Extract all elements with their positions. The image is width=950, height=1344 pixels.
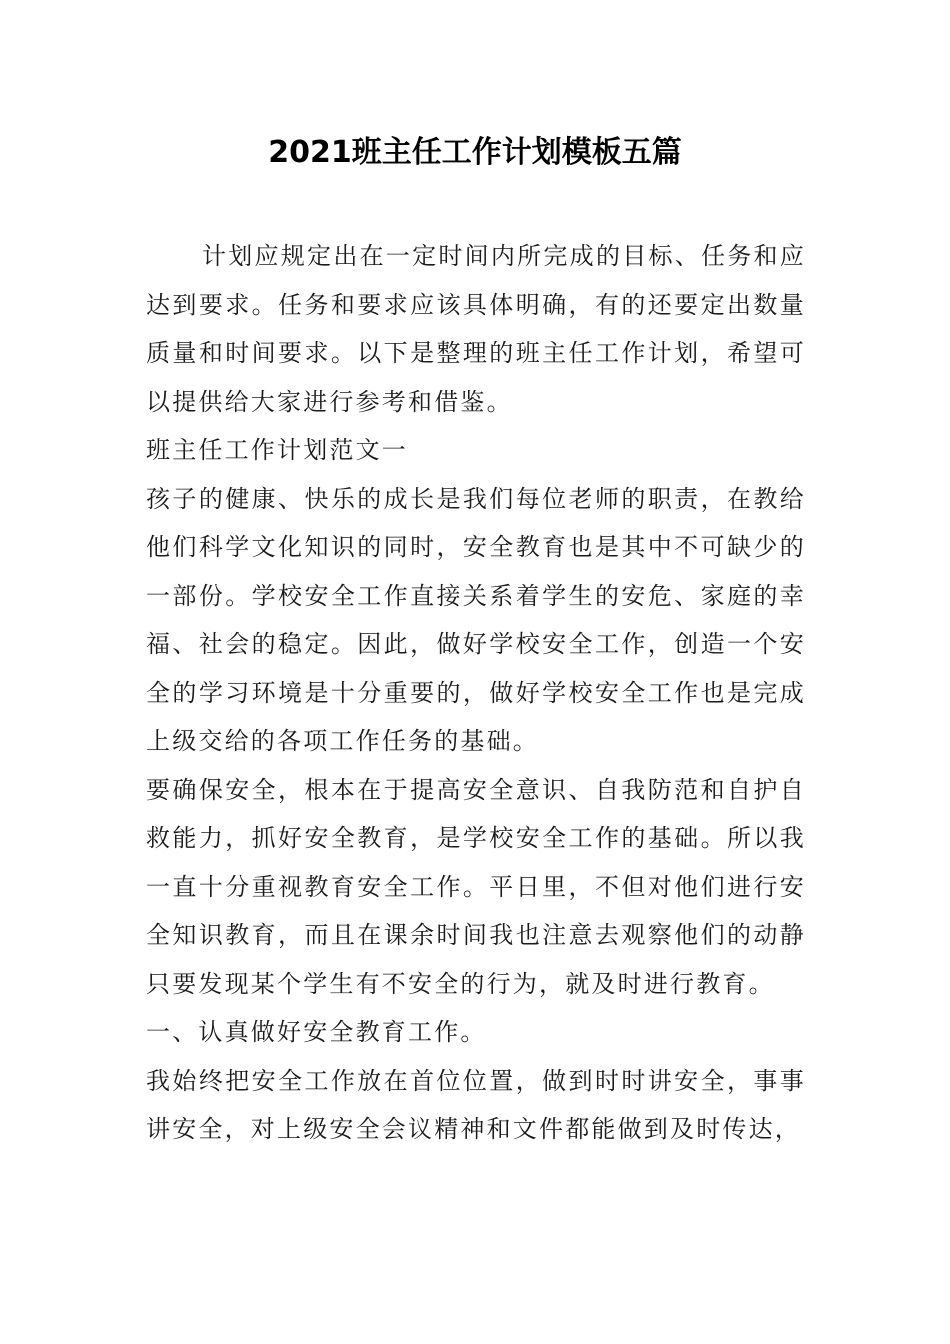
paragraph: 要确保安全，根本在于提高安全意识、自我防范和自护自救能力，抓好安全教育，是学校安全工作的基础。所以我一直十分重视教育安全工作。平日里，不但对他们进行安全知识教育，而且在课余时间我也注意去观察他们的动静只要发现某个学生有不安全的行为，就及时进行教育。 xyxy=(146,775,806,998)
paragraph: 孩子的健康、快乐的成长是我们每位老师的职责，在教给他们科学文化知识的同时，安全教育也是其中不可缺少的一部份。学校安全工作直接关系着学生的安危、家庭的幸福、社会的稳定。因此，做好学校安全工作，创造一个安全的学习环境是十分重要的，做好学校安全工作也是完成上级交给的各项工作任务的基础。 xyxy=(146,484,806,755)
document-body xyxy=(146,232,806,1154)
section-heading-sample-one: 班主任工作计划范文一 xyxy=(146,436,408,464)
section-heading-safety-education: 一、认真做好安全教育工作。 xyxy=(146,1018,487,1046)
document-title: 2021班主任工作计划模板五篇 xyxy=(268,135,682,170)
paragraph: 我始终把安全工作放在首位位置，做到时时讲安全，事事讲安全，对上级安全会议精神和文件都能做到及时传达， xyxy=(146,1066,806,1143)
paragraph-intro: 计划应规定出在一定时间内所完成的目标、任务和应达到要求。任务和要求应该具体明确，有的还要定出数量质量和时间要求。以下是整理的班主任工作计划，希望可以提供给大家进行参考和借鉴。 xyxy=(146,242,806,416)
